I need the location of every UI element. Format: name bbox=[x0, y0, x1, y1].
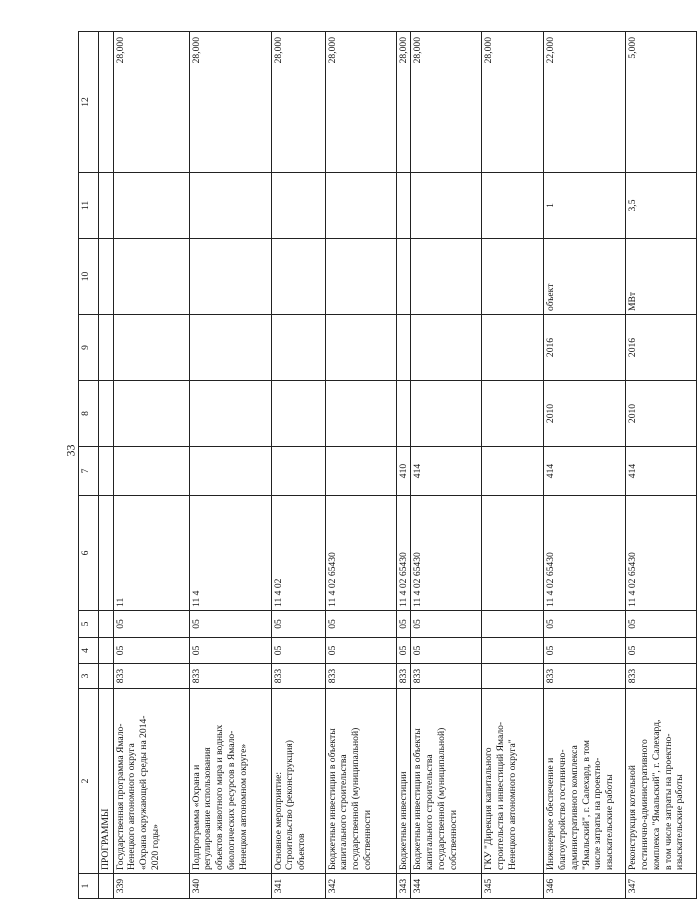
section-title: ПРОГРАММЫ bbox=[99, 689, 114, 874]
cell-row-number: 345 bbox=[482, 874, 544, 899]
table-row bbox=[482, 32, 544, 899]
cell-start-year: 2010 bbox=[626, 381, 697, 447]
section-empty-cell bbox=[99, 381, 114, 447]
cell-unit bbox=[482, 239, 544, 315]
cell-expense-type bbox=[113, 447, 189, 496]
cell-row-number: 347 bbox=[626, 874, 697, 899]
cell-amount: 28,000 bbox=[396, 32, 411, 173]
cell-amount: 28,000 bbox=[325, 32, 396, 173]
cell-start-year bbox=[113, 381, 189, 447]
cell-row-number: 342 bbox=[325, 874, 396, 899]
cell-start-year bbox=[396, 381, 411, 447]
cell-amount: 5,000 bbox=[626, 32, 697, 173]
cell-expense-type bbox=[482, 447, 544, 496]
cell-section: 05 bbox=[189, 638, 271, 664]
column-number-6: 6 bbox=[79, 496, 99, 611]
column-number-9: 9 bbox=[79, 315, 99, 381]
cell-amount: 22,000 bbox=[544, 32, 626, 173]
cell-name: Инженерное обеспечение и благоустройство гостинично- административного комплекса "Ямальский", г. Салехард, в том числе затраты на проектно- изыскательские работы bbox=[544, 689, 626, 874]
cell-amount: 28,000 bbox=[113, 32, 189, 173]
table-row bbox=[626, 32, 697, 899]
cell-code: 833 bbox=[271, 664, 325, 689]
cell-subsection bbox=[482, 611, 544, 638]
cell-section: 05 bbox=[544, 638, 626, 664]
cell-end-year: 2016 bbox=[544, 315, 626, 381]
cell-amount: 28,000 bbox=[411, 32, 482, 173]
cell-end-year bbox=[411, 315, 482, 381]
cell-name: Основное мероприятие: Строительство (реконструкция) объектов bbox=[271, 689, 325, 874]
cell-section: 05 bbox=[113, 638, 189, 664]
cell-target-article: 11 bbox=[113, 496, 189, 611]
column-number-12: 12 bbox=[79, 32, 99, 173]
section-row bbox=[99, 32, 114, 899]
cell-subsection: 05 bbox=[411, 611, 482, 638]
table-row bbox=[411, 32, 482, 899]
cell-code: 833 bbox=[626, 664, 697, 689]
cell-expense-type: 414 bbox=[544, 447, 626, 496]
cell-name: ГКУ "Дирекция капитального строительства и инвестиций Ямало- Ненецкого автономного округа" bbox=[482, 689, 544, 874]
cell-unit bbox=[325, 239, 396, 315]
cell-code bbox=[482, 664, 544, 689]
cell-capacity bbox=[482, 173, 544, 239]
cell-target-article: 11 4 02 65430 bbox=[411, 496, 482, 611]
cell-row-number: 344 bbox=[411, 874, 482, 899]
cell-subsection: 05 bbox=[271, 611, 325, 638]
cell-target-article: 11 4 bbox=[189, 496, 271, 611]
table-row bbox=[271, 32, 325, 899]
cell-start-year bbox=[482, 381, 544, 447]
cell-target-article: 11 4 02 65430 bbox=[626, 496, 697, 611]
column-number-8: 8 bbox=[79, 381, 99, 447]
cell-code: 833 bbox=[544, 664, 626, 689]
section-empty-cell bbox=[99, 638, 114, 664]
table-row bbox=[544, 32, 626, 899]
column-number-row bbox=[79, 32, 99, 899]
cell-expense-type bbox=[189, 447, 271, 496]
cell-name: Государственная программа Ямало- Ненецкого автономного округа «Охрана окружающей среды на 2014- 2020 годы» bbox=[113, 689, 189, 874]
cell-unit bbox=[396, 239, 411, 315]
section-empty-cell bbox=[99, 173, 114, 239]
cell-name: Подпрограмма «Охрана и регулирование использования объектов животного мира и водных биологических ресурсов в Ямало- Ненецком автономном округе» bbox=[189, 689, 271, 874]
column-number-4: 4 bbox=[79, 638, 99, 664]
column-number-3: 3 bbox=[79, 664, 99, 689]
cell-end-year bbox=[482, 315, 544, 381]
cell-name: Реконструкция котельной гостинично-административного комплекса "Ямальский", г. Салехард, в том числе затраты на проектно- изыскательские работы bbox=[626, 689, 697, 874]
cell-start-year bbox=[411, 381, 482, 447]
cell-end-year bbox=[113, 315, 189, 381]
cell-unit bbox=[189, 239, 271, 315]
cell-capacity: 1 bbox=[544, 173, 626, 239]
cell-end-year: 2016 bbox=[626, 315, 697, 381]
budget-table bbox=[78, 31, 697, 899]
cell-start-year bbox=[189, 381, 271, 447]
cell-name: Бюджетные инвестиции в объекты капитального строительства государственной (муниципальной) собственности bbox=[411, 689, 482, 874]
cell-code: 833 bbox=[189, 664, 271, 689]
cell-code: 833 bbox=[113, 664, 189, 689]
cell-unit: МВт bbox=[626, 239, 697, 315]
cell-code: 833 bbox=[396, 664, 411, 689]
cell-end-year bbox=[325, 315, 396, 381]
cell-section: 05 bbox=[396, 638, 411, 664]
cell-subsection: 05 bbox=[626, 611, 697, 638]
cell-section bbox=[482, 638, 544, 664]
cell-capacity bbox=[411, 173, 482, 239]
section-empty-cell bbox=[99, 496, 114, 611]
cell-amount: 28,000 bbox=[482, 32, 544, 173]
column-number-2: 2 bbox=[79, 689, 99, 874]
column-number-11: 11 bbox=[79, 173, 99, 239]
cell-subsection: 05 bbox=[396, 611, 411, 638]
column-number-7: 7 bbox=[79, 447, 99, 496]
cell-start-year bbox=[325, 381, 396, 447]
section-empty-cell bbox=[99, 447, 114, 496]
cell-end-year bbox=[271, 315, 325, 381]
cell-unit: объект bbox=[544, 239, 626, 315]
section-empty-cell bbox=[99, 315, 114, 381]
section-empty-cell bbox=[99, 664, 114, 689]
cell-section: 05 bbox=[411, 638, 482, 664]
cell-subsection: 05 bbox=[189, 611, 271, 638]
column-number-5: 5 bbox=[79, 611, 99, 638]
cell-unit bbox=[271, 239, 325, 315]
cell-capacity bbox=[189, 173, 271, 239]
section-empty-cell bbox=[99, 874, 114, 899]
table-row bbox=[113, 32, 189, 899]
cell-capacity bbox=[325, 173, 396, 239]
table-row bbox=[189, 32, 271, 899]
cell-target-article: 11 4 02 65430 bbox=[325, 496, 396, 611]
cell-code: 833 bbox=[411, 664, 482, 689]
cell-amount: 28,000 bbox=[189, 32, 271, 173]
cell-row-number: 339 bbox=[113, 874, 189, 899]
page-number: 33 bbox=[63, 444, 78, 457]
section-empty-cell bbox=[99, 239, 114, 315]
cell-row-number: 343 bbox=[396, 874, 411, 899]
section-empty-cell bbox=[99, 611, 114, 638]
cell-target-article: 11 4 02 bbox=[271, 496, 325, 611]
cell-capacity bbox=[113, 173, 189, 239]
cell-amount: 28,000 bbox=[271, 32, 325, 173]
column-number-1: 1 bbox=[79, 874, 99, 899]
cell-expense-type: 410 bbox=[396, 447, 411, 496]
cell-code: 833 bbox=[325, 664, 396, 689]
cell-target-article: 11 4 02 65430 bbox=[544, 496, 626, 611]
cell-name: Бюджетные инвестиции bbox=[396, 689, 411, 874]
cell-expense-type: 414 bbox=[626, 447, 697, 496]
cell-target-article bbox=[482, 496, 544, 611]
cell-section: 05 bbox=[325, 638, 396, 664]
table-stage bbox=[78, 32, 686, 899]
section-empty-cell bbox=[99, 32, 114, 173]
table-row bbox=[325, 32, 396, 899]
cell-name: Бюджетные инвестиции в объекты капитального строительства государственной (муниципальной) собственности bbox=[325, 689, 396, 874]
cell-unit bbox=[411, 239, 482, 315]
cell-row-number: 340 bbox=[189, 874, 271, 899]
cell-start-year bbox=[271, 381, 325, 447]
cell-subsection: 05 bbox=[544, 611, 626, 638]
table-row bbox=[396, 32, 411, 899]
cell-row-number: 346 bbox=[544, 874, 626, 899]
column-number-10: 10 bbox=[79, 239, 99, 315]
cell-row-number: 341 bbox=[271, 874, 325, 899]
cell-expense-type bbox=[271, 447, 325, 496]
cell-start-year: 2010 bbox=[544, 381, 626, 447]
cell-capacity: 3,5 bbox=[626, 173, 697, 239]
cell-end-year bbox=[189, 315, 271, 381]
cell-section: 05 bbox=[626, 638, 697, 664]
cell-expense-type: 414 bbox=[411, 447, 482, 496]
cell-subsection: 05 bbox=[325, 611, 396, 638]
cell-subsection: 05 bbox=[113, 611, 189, 638]
cell-section: 05 bbox=[271, 638, 325, 664]
cell-unit bbox=[113, 239, 189, 315]
cell-expense-type bbox=[325, 447, 396, 496]
cell-target-article: 11 4 02 65430 bbox=[396, 496, 411, 611]
cell-capacity bbox=[396, 173, 411, 239]
cell-end-year bbox=[396, 315, 411, 381]
cell-capacity bbox=[271, 173, 325, 239]
